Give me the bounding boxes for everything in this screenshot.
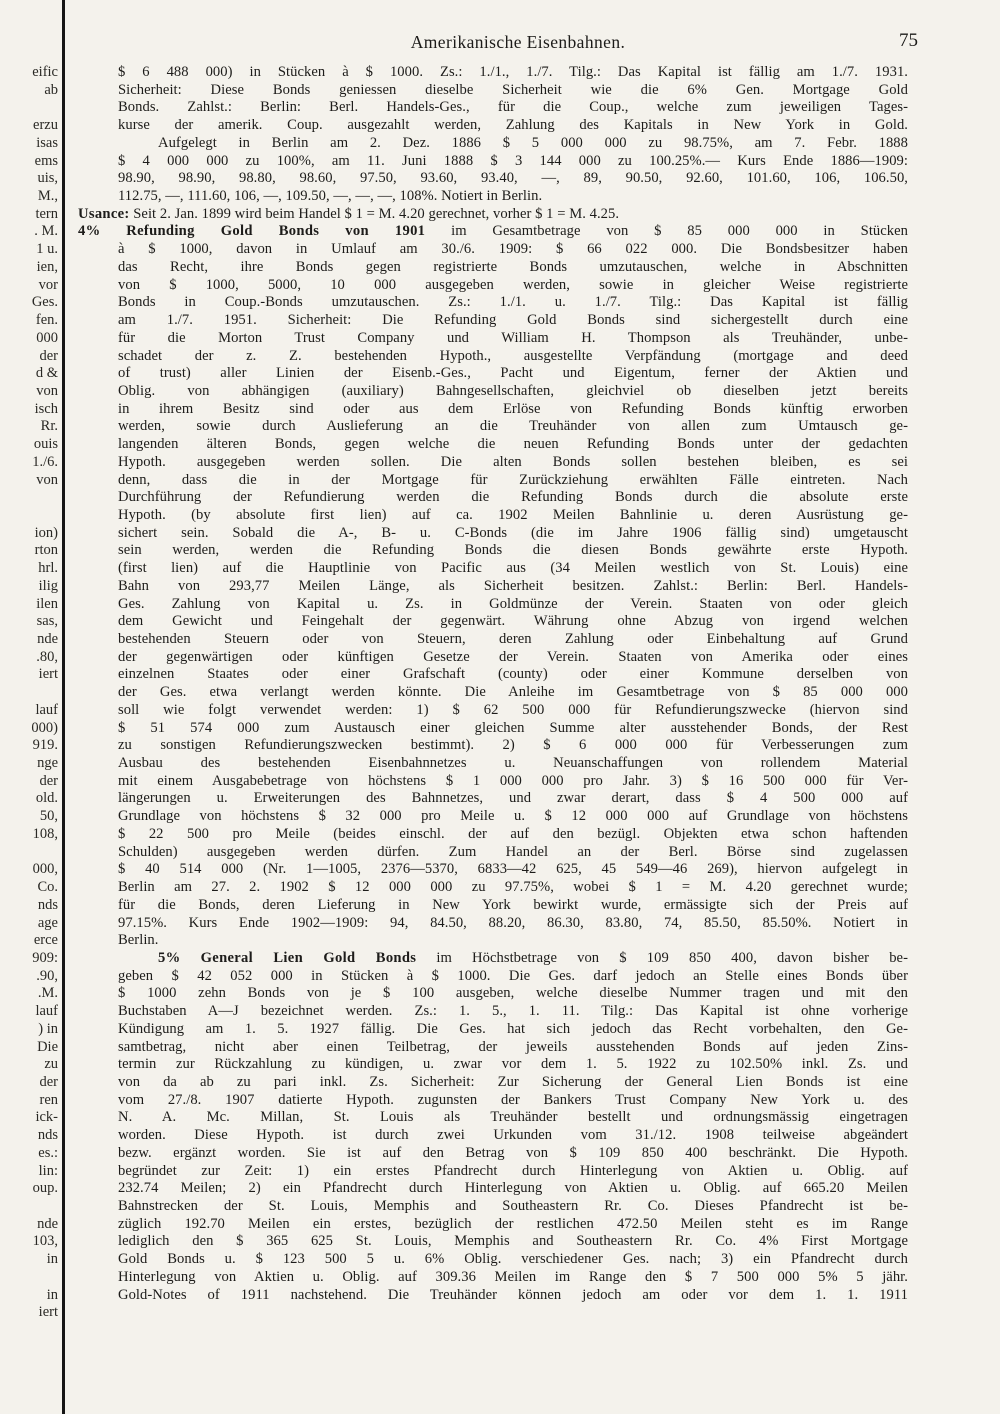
text-line: Aufgelegt in Berlin am 2. Dez. 1886 $ 5 000 000 zu 98.75%, am 7. Febr. 1888 <box>158 134 908 151</box>
margin-fragment: zu <box>44 1056 58 1073</box>
text-line: für die Bonds, deren Lieferung in New York bewirkt wurde, ermässigte sich der Preis auf <box>118 896 908 913</box>
text-line: begründet zur Zeit: 1) ein erstes Pfandrecht durch Hinterlegung von Aktien u. Oblig. auf <box>118 1162 908 1179</box>
text-line: Grundlage von höchstens $ 32 000 pro Meile u. $ 12 000 000 auf Grundlage von höchstens <box>118 808 908 825</box>
margin-fragment <box>0 684 60 702</box>
margin-fragment: von <box>36 471 58 488</box>
text-line: kurse der amerik. Coup. ausgezahlt werden, Zahlung des Kapitals in New York in Gold. <box>118 117 908 134</box>
page-binding-edge <box>62 0 65 1414</box>
text-line: Berlin. <box>118 932 159 949</box>
margin-fragment: . M. <box>34 223 58 240</box>
margin-fragment: es.: <box>38 1144 58 1161</box>
text-line: mit einem Ausgabebetrage von höchstens $ 1 000 000 pro Jahr. 3) $ 16 500 000 für Ver- <box>118 772 908 789</box>
margin-fragment: in <box>46 1251 58 1268</box>
text-line: N. A. Mc. Millan, St. Louis als Treuhänder bestellt und ordnungsmässig eingetragen <box>118 1109 908 1126</box>
margin-fragment: 000, <box>32 861 58 878</box>
text-line: $ 40 514 000 (Nr. 1—1005, 2376—5370, 6833—42 625, 45 549—46 269), hiervon aufgelegt in <box>118 861 908 878</box>
margin-fragment: rton <box>34 542 58 559</box>
text-line: $ 51 574 000 zum Austausch einer gleichen Summe alter ausstehender Bonds, der Rest <box>118 719 908 736</box>
general-lien-heading: General Lien Gold Bonds <box>200 949 417 966</box>
text-line: $ 1000 zehn Bonds von je $ 100 ausgeben, welche dieselbe Nummer tragen und mit den <box>118 985 908 1002</box>
margin-fragment: ion) <box>34 524 58 541</box>
text-line: Ges. Zahlung von Kapital u. Zs. in Goldmünze der Verein. Staaten von oder gleich <box>118 595 908 612</box>
margin-fragment: nde <box>37 631 58 647</box>
text-line: 232.74 Meilen; 2) ein Pfandrecht durch Hinterlegung von Aktien u. Oblig. auf 665.20 Meilen <box>118 1180 908 1197</box>
text-line: Bahn von 293,77 Meilen Länge, als Sicherheit besitzen. Zahlst.: Berlin: Berl. Handels- <box>118 577 908 594</box>
text-line: Bonds in Coup.-Bonds umzutauschen. Zs.: 1./1. u. 1./7. Tilg.: Das Kapital ist fällig <box>118 294 908 311</box>
margin-fragment: ien, <box>36 258 58 275</box>
text-line: geben $ 42 052 000 in Stücken à $ 1000. Die Ges. darf jedoch an Stelle eines Bonds über <box>118 967 908 984</box>
text-line: sichert sein. Sobald die A-, B- u. C-Bonds (die im Jahre 1906 fällig sind) umgetauscht <box>118 524 908 541</box>
margin-fragment: Rr. <box>40 418 58 435</box>
margin-fragment: .80, <box>36 648 58 665</box>
text-line: Gold-Notes of 1911 nachstehend. Die Treuhänder können jedoch am oder vor dem 1. 1. 1911 <box>118 1286 908 1303</box>
margin-fragment: .M. <box>37 985 58 1002</box>
text-line: denn, dass die in der Mortgage für Zurückziehung erwählten Fälle eintreten. Nach <box>118 471 908 488</box>
text-line: soll wie folgt verwendet werden: 1) $ 62 500 000 für Refundierungszwecke (hiervon sind <box>118 701 908 718</box>
text-line: Kündigung am 1. 5. 1927 fällig. Die Ges. hat sich jedoch das Recht vorbehalten, den Ge- <box>118 1020 908 1037</box>
margin-fragment: 103, <box>32 1233 58 1250</box>
margin-fragment: von <box>36 382 58 399</box>
margin-fragment: tern <box>35 205 58 222</box>
page-title: Amerikanische Eisenbahnen. <box>410 32 626 52</box>
margin-fragment: nge <box>37 755 58 772</box>
margin-fragment: iert <box>38 1304 58 1321</box>
text-line: $ 6 488 000) in Stücken à $ 1000. Zs.: 1./1., 1./7. Tilg.: Das Kapital ist fällig am 1./7. 1931. <box>118 64 908 80</box>
text-line: Hypoth. ausgegeben werden sollen. Die alten Bonds sollen bestehen bleiben, es sei <box>118 453 908 470</box>
margin-fragment <box>0 489 60 507</box>
text-line: Berlin am 27. 2. 1902 $ 12 000 000 zu 97.75%, wobei $ 1 = M. 4.20 gerechnet wurde; <box>118 879 908 896</box>
text-line: züglich 192.70 Meilen ein erstes, bezüglich der restlichen 472.50 Meilen steht es im Range <box>118 1215 908 1232</box>
margin-fragment: fen. <box>35 312 58 329</box>
margin-fragment: Die <box>37 1038 58 1055</box>
usance-text: Seit 2. Jan. 1899 wird beim Handel $ 1 = M. 4.20 gerechnet, vorher $ 1 = M. 4.25. <box>133 205 620 222</box>
section-general-lien-gold-bonds <box>118 968 908 1305</box>
text-line: Buchstaben A—J bezeichnet werden. Zs.: 1. 5., 1. 11. Tilg.: Das Kapital ist ohne vorherige <box>118 1003 908 1020</box>
section-usance-bonds-continued <box>118 64 908 206</box>
text-line: Bonds. Zahlst.: Berlin: Berl. Handels-Ges., für die Coup., welche zum jeweiligen Tages- <box>118 99 908 116</box>
refunding-heading: Refunding Gold Bonds von 1901 <box>126 223 426 240</box>
text-line: Hinterlegung von Aktien u. Oblig. auf 309.36 Meilen im Range den $ 7 500 000 5% 5 jähr. <box>118 1268 908 1285</box>
margin-fragment: oup. <box>32 1180 58 1197</box>
margin-fragment <box>0 1198 60 1216</box>
margin-fragment: der <box>39 1073 58 1090</box>
margin-fragment: M., <box>37 188 58 205</box>
usance-line <box>78 206 908 224</box>
text-line: Schulden) ausgegeben werden dürfen. Zum Handel an der Berl. Börse sind zugelassen <box>118 843 908 860</box>
section-refunding-gold-bonds <box>118 241 908 950</box>
margin-fragment <box>0 1269 60 1287</box>
margin-fragment: 50, <box>39 808 58 825</box>
text-line: einzelnen Staates oder einer Grafschaft (county) oder einer Kommune derselben von <box>118 666 908 683</box>
text-line: bestehenden Steuern oder von Steuern, deren Zahlung oder Einbehaltung auf Grund <box>118 631 908 647</box>
refunding-rate: 4% <box>78 223 101 240</box>
text-line: bezw. ergänzt worden. Sie ist auf den Betrag von $ 109 850 400 beschränkt. Die Hypoth. <box>118 1144 908 1161</box>
text-line: Sicherheit: Diese Bonds geniessen dieselbe Sicherheit wie die 6% Gen. Mortgage Gold <box>118 81 908 98</box>
margin-fragment: lauf <box>35 701 58 718</box>
text-line: sein werden, werden die Refunding Bonds die diesen Bonds gewährte erste Hypoth. <box>118 542 908 559</box>
margin-fragment <box>0 99 60 117</box>
margin-fragment <box>0 844 60 862</box>
margin-fragment: lauf <box>35 1003 58 1020</box>
margin-fragment: .90, <box>36 967 58 984</box>
margin-fragment: 909: <box>32 949 58 966</box>
margin-fragment: nds <box>37 1127 58 1144</box>
margin-fragment: Ges. <box>31 294 58 311</box>
text-line: für die Morton Trust Company und William H. Thompson als Treuhänder, unbe- <box>118 329 908 346</box>
margin-fragment: erce <box>33 932 58 949</box>
text-line: Ausbau des bestehenden Eisenbahnnetzes u. Neuanschaffungen von rollendem Material <box>118 755 908 772</box>
text-line: $ 22 500 pro Meile (beides einschl. der auf den bezügl. Objekten etwa schon haftenden <box>118 825 908 842</box>
margin-fragment: sas, <box>36 613 58 630</box>
general-lien-first-line: im Höchstbetrage von $ 109 850 400, davon bisher be- <box>436 949 908 966</box>
text-line: 98.90, 98.90, 98.80, 98.60, 97.50, 93.60, 93.40, —, 89, 90.50, 92.60, 101.60, 106, 106.50, <box>118 170 908 187</box>
margin-fragment: lin: <box>38 1162 58 1179</box>
text-line: schadet der z. Z. bestehenden Hypoth., ausgestellte Verpfändung (mortgage and deed <box>118 347 908 364</box>
margin-fragment <box>0 507 60 525</box>
text-line: zu sonstigen Refundierungszwecken bestimmt). 2) $ 6 000 000 für Verbesserungen zum <box>118 737 908 754</box>
refunding-first-line: im Gesamtbetrage von $ 85 000 000 in Stücken <box>451 223 909 240</box>
margin-fragment: 000) <box>31 719 58 736</box>
text-line: werden, sowie durch Auslieferung an die Treuhänder von allen zum Umtausch ge- <box>118 418 908 435</box>
general-lien-heading-line <box>118 950 908 968</box>
margin-fragment: hrl. <box>38 560 58 577</box>
margin-fragment: der <box>39 772 58 789</box>
running-head <box>118 32 918 56</box>
margin-fragment: d & <box>35 365 58 382</box>
text-line: $ 4 000 000 zu 100%, am 11. Juni 1888 $ 3 144 000 zu 100.25%.— Kurs Ende 1886—1909: <box>118 152 908 169</box>
text-line: 97.15%. Kurs Ende 1902—1909: 94, 84.50, 88.20, 86.30, 83.80, 74, 85.50, 85.50%. Notiert in <box>118 914 908 931</box>
text-line: Bahnstrecken der St. Louis, Memphis and Southeastern Rr. Co. Dieses Pfandrecht ist be- <box>118 1198 908 1214</box>
text-line: samtbetrag, nicht aber einen Teilbetrag, der jeweils ausstehenden Bonds auf jeden Zins- <box>118 1038 908 1055</box>
margin-fragment: erzu <box>33 117 58 134</box>
margin-fragment: isas <box>36 134 58 151</box>
text-line: lediglich den $ 365 625 St. Louis, Memphis and Southeastern Rr. Co. 4% First Mortgage <box>118 1233 908 1250</box>
margin-fragment: ) in <box>38 1020 58 1037</box>
margin-fragment: ick- <box>35 1109 58 1126</box>
text-line: Gold Bonds u. $ 123 500 5 u. 6% Oblig. verschiedener Ges. nach; 3) ein Pfandrecht durch <box>118 1251 908 1268</box>
margin-fragment: ilen <box>36 595 58 612</box>
page-number: 75 <box>899 30 918 51</box>
margin-fragment: iert <box>38 666 58 683</box>
margin-fragment: 000 <box>36 329 58 346</box>
margin-fragment: 1./6. <box>32 453 58 470</box>
text-line: in ihrem Besitz sind oder aus dem Erlöse von Refunding Bonds künftig erworben <box>118 400 908 417</box>
margin-fragment: der <box>39 347 58 364</box>
usance-label: Usance: <box>78 205 130 222</box>
text-line: das Recht, ihre Bonds gegen registrierte Bonds umzutauschen, welche in Abschnitten <box>118 258 908 275</box>
text-line: 112.75, —, 111.60, 106, —, 109.50, —, —, —, 108%. Notiert in Berlin. <box>118 188 543 205</box>
margin-fragment: Co. <box>37 879 58 896</box>
margin-fragment: ren <box>39 1091 58 1108</box>
text-line: längerungen u. Erweiterungen des Bahnnetzes, und zwar derart, dass $ 4 500 000 auf <box>118 790 908 807</box>
margin-fragment: ab <box>44 81 58 98</box>
margin-fragment: in <box>46 1286 58 1303</box>
margin-fragment: nde <box>37 1215 58 1232</box>
text-line: der gegenwärtigen oder künftigen Gesetze der Verein. Staaten von Amerika oder eines <box>118 648 908 665</box>
adjacent-page-margin-fragments <box>0 64 60 1394</box>
refunding-heading-line <box>78 223 908 241</box>
margin-fragment: uis, <box>37 170 58 187</box>
margin-fragment: vor <box>38 276 58 293</box>
text-line: dem Gewicht und Feingehalt der gegenwärt. Währung ohne Abzug von irgend welchen <box>118 613 908 630</box>
margin-fragment: old. <box>35 790 58 807</box>
margin-fragment: 919. <box>32 737 58 754</box>
margin-fragment: nds <box>37 896 58 913</box>
text-line: (first lien) auf die Hauptlinie von Pacific aus (34 Meilen westlich von St. Louis) eine <box>118 560 908 577</box>
text-line: à $ 1000, davon in Umlauf am 30./6. 1909: $ 66 022 000. Die Bondsbesitzer haben <box>118 241 908 258</box>
text-line: langenden älteren Bonds, gegen welche die neuen Refunding Bonds unter der gedachten <box>118 436 908 453</box>
margin-fragment: 1 u. <box>36 241 58 258</box>
text-line: of trust) aller Linien der Eisenb.-Ges., Pacht und Eigentum, ferner der Aktien und <box>118 365 908 382</box>
text-line: von $ 1000, 5000, 10 000 ausgegeben werden, sowie in gleicher Weise registrierte <box>118 276 908 293</box>
text-line: termin zur Rückzahlung zu kündigen, u. zwar vor dem 1. 5. 1922 zu 102.50% inkl. Zs. und <box>118 1056 908 1073</box>
text-line: Oblig. von abhängigen (auxiliary) Bahngesellschaften, gleichviel ob dieselben jetzt bereits <box>118 382 908 399</box>
text-line: worden. Diese Hypoth. ist durch zwei Urkunden vom 31./12. 1908 teilweise abgeändert <box>118 1127 908 1144</box>
text-line: der Ges. etwa verlangt werden könnte. Die Anleihe im Gesamtbetrage von $ 85 000 000 <box>118 684 908 701</box>
text-line: von da ab zu pari inkl. Zs. Sicherheit: Zur Sicherung der General Lien Bonds ist eine <box>118 1073 908 1090</box>
text-line: Durchführung der Refundierung werden die Refunding Bonds durch die absolute erste <box>118 489 908 506</box>
margin-fragment: ilig <box>38 577 58 594</box>
margin-fragment: 108, <box>32 825 58 842</box>
margin-fragment: isch <box>34 400 58 417</box>
margin-fragment: ouis <box>33 436 58 453</box>
text-line: am 1./7. 1951. Sicherheit: Die Refunding Gold Bonds sind sichergestellt durch eine <box>118 312 908 329</box>
margin-fragment: ems <box>34 152 58 169</box>
text-line: Hypoth. (by absolute first lien) auf ca. 1902 Meilen Bahnlinie u. deren Ausrüstung ge- <box>118 506 908 523</box>
general-lien-rate: 5% <box>158 949 181 966</box>
margin-fragment: age <box>37 914 58 931</box>
margin-fragment: eific <box>32 64 58 80</box>
text-line: vom 27./8. 1907 datierte Hypoth. zugunsten der Bankers Trust Company New York u. des <box>118 1091 908 1108</box>
article-body <box>78 64 909 1394</box>
